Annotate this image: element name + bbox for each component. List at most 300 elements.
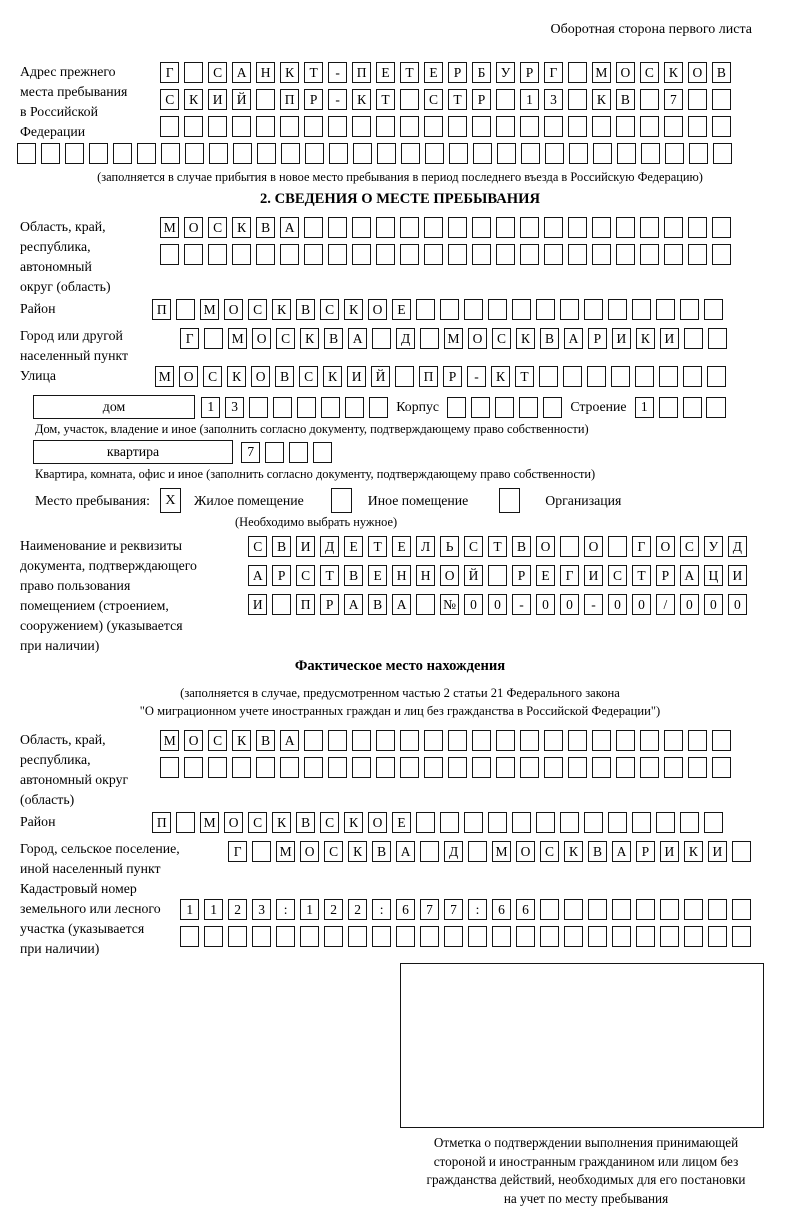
form-cell xyxy=(496,89,515,110)
form-cell: 1 xyxy=(204,899,223,920)
form-cell xyxy=(588,926,607,947)
form-cell xyxy=(540,926,559,947)
kadastr-label xyxy=(20,879,180,959)
form-cell xyxy=(569,143,588,164)
form-cell: О xyxy=(179,366,198,387)
form-cell: 0 xyxy=(536,594,555,615)
form-cell: Й xyxy=(464,565,483,586)
form-cell: С xyxy=(203,366,222,387)
form-cell xyxy=(161,143,180,164)
form-cell: 0 xyxy=(560,594,579,615)
form-cell xyxy=(420,841,439,862)
form-cell xyxy=(276,926,295,947)
form-cell xyxy=(664,730,683,751)
form-cell xyxy=(176,299,195,320)
form-cell xyxy=(208,116,227,137)
form-cell: А xyxy=(232,62,251,83)
prev-address-row-2 xyxy=(160,89,731,110)
form-cell xyxy=(372,926,391,947)
kvartira-box: квартира xyxy=(33,440,233,464)
form-cell xyxy=(113,143,132,164)
form-cell xyxy=(563,366,582,387)
label-line: округ (область) xyxy=(20,277,160,297)
form-cell xyxy=(300,926,319,947)
prev-address-row-4 xyxy=(17,143,780,164)
label-line: Область, край, xyxy=(20,217,160,237)
form-cell xyxy=(184,62,203,83)
form-cell: И xyxy=(248,594,267,615)
form-cell: С xyxy=(208,730,227,751)
form-cell: С xyxy=(320,812,339,833)
form-cell xyxy=(612,899,631,920)
form-cell: О xyxy=(516,841,535,862)
form-cell: 0 xyxy=(704,594,723,615)
form-cell xyxy=(328,217,347,238)
form-cell: С xyxy=(248,536,267,557)
form-cell xyxy=(313,442,332,463)
form-cell: К xyxy=(344,812,363,833)
form-cell: 2 xyxy=(348,899,367,920)
form-cell xyxy=(592,730,611,751)
stamp-caption-line: стороной и иностранным гражданином или лицом без xyxy=(390,1153,782,1172)
form-cell xyxy=(448,730,467,751)
form-cell: О xyxy=(656,536,675,557)
form-cell xyxy=(707,366,726,387)
form-cell xyxy=(584,299,603,320)
form-cell xyxy=(684,328,703,349)
form-cell xyxy=(568,89,587,110)
form-cell: О xyxy=(368,299,387,320)
form-cell xyxy=(520,217,539,238)
form-cell: О xyxy=(224,299,243,320)
form-cell xyxy=(324,926,343,947)
form-cell xyxy=(684,926,703,947)
form-cell: 0 xyxy=(608,594,627,615)
form-cell: 2 xyxy=(324,899,343,920)
form-cell xyxy=(656,299,675,320)
form-cell xyxy=(464,299,483,320)
form-cell: / xyxy=(656,594,675,615)
fact-rayon-row xyxy=(152,812,723,833)
form-cell xyxy=(420,328,439,349)
form-cell: О xyxy=(440,565,459,586)
form-cell: Р xyxy=(512,565,531,586)
form-cell xyxy=(472,217,491,238)
form-cell: Д xyxy=(396,328,415,349)
s2-ulitsa-group xyxy=(20,366,780,393)
form-cell xyxy=(328,244,347,265)
form-cell: Д xyxy=(444,841,463,862)
document-label xyxy=(20,536,248,656)
form-cell: О xyxy=(251,366,270,387)
prev-address-row-3 xyxy=(160,116,731,137)
form-cell: С xyxy=(276,328,295,349)
form-cell xyxy=(713,143,732,164)
form-cell: У xyxy=(496,62,515,83)
form-cell: Н xyxy=(256,62,275,83)
form-cell: Р xyxy=(588,328,607,349)
form-cell xyxy=(472,730,491,751)
form-cell xyxy=(468,841,487,862)
form-cell: М xyxy=(160,217,179,238)
kadastr-row-1 xyxy=(180,899,751,920)
s2-oblast-row-1 xyxy=(160,217,731,238)
form-cell: Т xyxy=(400,62,419,83)
form-cell: К xyxy=(491,366,510,387)
form-cell xyxy=(256,89,275,110)
label-line: автономный xyxy=(20,257,160,277)
kvartira-number-cells xyxy=(241,442,332,463)
form-cell: О xyxy=(584,536,603,557)
form-cell xyxy=(520,244,539,265)
label-line: населенный пункт xyxy=(20,346,180,366)
prev-address-rows xyxy=(160,62,731,143)
form-cell: И xyxy=(584,565,603,586)
form-cell xyxy=(273,397,292,418)
label-line: места пребывания xyxy=(20,82,160,102)
form-cell xyxy=(252,841,271,862)
label-line: Город, сельское поселение, xyxy=(20,839,228,859)
form-cell xyxy=(329,143,348,164)
form-cell: В xyxy=(368,594,387,615)
form-cell xyxy=(396,926,415,947)
form-cell: С xyxy=(208,62,227,83)
form-cell xyxy=(617,143,636,164)
form-cell: 6 xyxy=(492,899,511,920)
form-cell xyxy=(659,366,678,387)
form-cell xyxy=(636,899,655,920)
form-cell xyxy=(488,299,507,320)
form-cell xyxy=(447,397,466,418)
fact-gorod-label xyxy=(20,839,228,879)
form-cell: 7 xyxy=(444,899,463,920)
form-cell xyxy=(635,366,654,387)
label-line: при наличии) xyxy=(20,636,248,656)
stamp-caption xyxy=(390,1134,782,1208)
form-cell xyxy=(400,757,419,778)
form-cell xyxy=(400,217,419,238)
form-cell xyxy=(17,143,36,164)
label-line: республика, xyxy=(20,237,160,257)
prev-address-note: (заполняется в случае прибытия в новое место пребывания в период последнего въезда в Российскую Федерацию) xyxy=(20,170,780,185)
stamp-caption-line: на учет по месту пребывания xyxy=(390,1190,782,1208)
form-cell xyxy=(353,143,372,164)
form-cell xyxy=(688,244,707,265)
form-cell xyxy=(520,757,539,778)
form-cell xyxy=(328,116,347,137)
form-cell: В xyxy=(324,328,343,349)
form-cell xyxy=(395,366,414,387)
form-cell: С xyxy=(248,812,267,833)
form-cell: А xyxy=(564,328,583,349)
form-cell xyxy=(732,899,751,920)
form-cell: А xyxy=(612,841,631,862)
form-cell xyxy=(304,730,323,751)
form-cell xyxy=(688,89,707,110)
form-cell xyxy=(400,730,419,751)
form-cell xyxy=(204,328,223,349)
form-cell: Р xyxy=(304,89,323,110)
form-cell xyxy=(89,143,108,164)
label-line: Федерации xyxy=(20,122,160,142)
s2-gorod-row xyxy=(180,328,727,349)
form-cell: В xyxy=(540,328,559,349)
form-cell: К xyxy=(664,62,683,83)
form-cell xyxy=(564,926,583,947)
prev-address-label xyxy=(20,62,160,142)
form-cell: О xyxy=(368,812,387,833)
form-cell: - xyxy=(328,89,347,110)
form-cell xyxy=(497,143,516,164)
form-cell xyxy=(208,244,227,265)
form-cell xyxy=(608,299,627,320)
form-cell xyxy=(539,366,558,387)
form-cell: 0 xyxy=(488,594,507,615)
form-cell xyxy=(176,812,195,833)
form-cell: Е xyxy=(392,812,411,833)
form-cell xyxy=(232,116,251,137)
form-cell: М xyxy=(492,841,511,862)
form-cell: К xyxy=(272,812,291,833)
form-cell xyxy=(473,143,492,164)
form-cell xyxy=(592,116,611,137)
form-cell xyxy=(684,899,703,920)
label-line: республика, xyxy=(20,750,160,770)
kadastr-group xyxy=(20,879,780,959)
form-cell: Р xyxy=(272,565,291,586)
form-cell xyxy=(616,116,635,137)
dom-box: дом xyxy=(33,395,195,419)
form-cell: Е xyxy=(376,62,395,83)
form-cell xyxy=(352,757,371,778)
form-cell xyxy=(376,217,395,238)
prev-address-group xyxy=(20,62,780,143)
form-cell: 3 xyxy=(225,397,244,418)
form-cell xyxy=(544,757,563,778)
form-cell xyxy=(543,397,562,418)
form-cell: - xyxy=(328,62,347,83)
fact-gorod-row xyxy=(228,841,751,862)
form-cell xyxy=(712,217,731,238)
form-cell xyxy=(420,926,439,947)
form-cell: Т xyxy=(320,565,339,586)
form-cell xyxy=(636,926,655,947)
label-line: помещением (строением, xyxy=(20,596,248,616)
form-cell: С xyxy=(160,89,179,110)
form-cell xyxy=(352,730,371,751)
fact-gorod-group xyxy=(20,839,780,879)
form-cell xyxy=(664,244,683,265)
form-cell: К xyxy=(348,841,367,862)
form-cell: 7 xyxy=(664,89,683,110)
form-cell: А xyxy=(348,328,367,349)
form-cell: Л xyxy=(416,536,435,557)
label-line: Наименование и реквизиты xyxy=(20,536,248,556)
form-cell xyxy=(568,62,587,83)
form-cell xyxy=(137,143,156,164)
form-cell: М xyxy=(155,366,174,387)
form-cell xyxy=(448,757,467,778)
form-cell: С xyxy=(248,299,267,320)
form-cell xyxy=(640,244,659,265)
form-cell: 1 xyxy=(180,899,199,920)
form-cell xyxy=(560,299,579,320)
form-cell xyxy=(568,730,587,751)
form-cell: С xyxy=(320,299,339,320)
form-cell: М xyxy=(276,841,295,862)
label-line: право пользования xyxy=(20,576,248,596)
fact-oblast-label xyxy=(20,730,160,810)
form-cell xyxy=(348,926,367,947)
form-cell: М xyxy=(200,299,219,320)
form-cell xyxy=(688,217,707,238)
form-cell: С xyxy=(680,536,699,557)
form-cell xyxy=(160,116,179,137)
form-cell: Ь xyxy=(440,536,459,557)
form-cell xyxy=(369,397,388,418)
form-cell xyxy=(352,116,371,137)
form-cell: 0 xyxy=(632,594,651,615)
label-line: участка (указывается xyxy=(20,919,180,939)
form-cell xyxy=(352,217,371,238)
form-cell xyxy=(712,730,731,751)
form-cell xyxy=(400,244,419,265)
form-cell xyxy=(400,89,419,110)
form-cell: К xyxy=(272,299,291,320)
checkbox-organizatsiya xyxy=(499,488,520,513)
form-cell: С xyxy=(296,565,315,586)
form-cell: К xyxy=(684,841,703,862)
form-cell: И xyxy=(347,366,366,387)
form-cell xyxy=(519,397,538,418)
form-cell xyxy=(608,812,627,833)
form-cell: Й xyxy=(371,366,390,387)
form-cell xyxy=(641,143,660,164)
form-cell xyxy=(616,730,635,751)
form-cell xyxy=(560,812,579,833)
form-cell xyxy=(204,926,223,947)
form-cell xyxy=(448,217,467,238)
form-cell: 2 xyxy=(228,899,247,920)
form-cell: 3 xyxy=(544,89,563,110)
form-cell: Т xyxy=(376,89,395,110)
form-cell xyxy=(289,442,308,463)
document-rows xyxy=(248,536,747,621)
form-cell xyxy=(184,116,203,137)
form-cell: : xyxy=(276,899,295,920)
form-cell xyxy=(160,757,179,778)
form-cell xyxy=(640,757,659,778)
form-cell: Т xyxy=(488,536,507,557)
form-cell: К xyxy=(300,328,319,349)
form-cell xyxy=(544,730,563,751)
form-cell: П xyxy=(352,62,371,83)
form-cell: В xyxy=(616,89,635,110)
form-cell xyxy=(496,217,515,238)
form-cell: М xyxy=(444,328,463,349)
form-cell xyxy=(345,397,364,418)
label-line: Адрес прежнего xyxy=(20,62,160,82)
form-cell xyxy=(252,926,271,947)
form-cell: К xyxy=(344,299,363,320)
form-cell: Р xyxy=(636,841,655,862)
label-line: (область) xyxy=(20,790,160,810)
form-cell xyxy=(425,143,444,164)
form-cell: П xyxy=(152,812,171,833)
fact-rayon-group xyxy=(20,812,780,839)
form-cell xyxy=(592,217,611,238)
form-cell xyxy=(281,143,300,164)
form-cell xyxy=(265,442,284,463)
form-cell xyxy=(712,116,731,137)
form-cell: М xyxy=(160,730,179,751)
form-cell xyxy=(352,244,371,265)
form-cell: : xyxy=(468,899,487,920)
form-cell: 6 xyxy=(396,899,415,920)
form-cell xyxy=(732,841,751,862)
form-cell xyxy=(472,116,491,137)
form-cell xyxy=(664,217,683,238)
form-cell: К xyxy=(280,62,299,83)
form-cell xyxy=(712,244,731,265)
form-cell: С xyxy=(492,328,511,349)
form-cell: П xyxy=(296,594,315,615)
mesto-label: Место пребывания: xyxy=(35,493,150,509)
korpus-cells xyxy=(447,397,562,418)
mesto-prebyvaniya-row xyxy=(35,488,780,513)
form-cell xyxy=(208,757,227,778)
form-cell: 1 xyxy=(635,397,654,418)
form-cell xyxy=(468,926,487,947)
form-cell xyxy=(372,328,391,349)
form-cell: Й xyxy=(232,89,251,110)
form-cell xyxy=(564,899,583,920)
form-cell xyxy=(516,926,535,947)
form-cell xyxy=(568,116,587,137)
form-cell xyxy=(640,89,659,110)
option-organizatsiya-label: Организация xyxy=(545,493,621,509)
stroenie-label: Строение xyxy=(570,399,626,415)
form-cell xyxy=(280,757,299,778)
form-cell: О xyxy=(300,841,319,862)
mesto-note: (Необходимо выбрать нужное) xyxy=(235,515,780,530)
form-cell: Е xyxy=(392,299,411,320)
document-row-2 xyxy=(248,565,747,586)
form-cell xyxy=(665,143,684,164)
form-cell: П xyxy=(152,299,171,320)
form-cell: - xyxy=(467,366,486,387)
form-cell: И xyxy=(208,89,227,110)
form-cell: Т xyxy=(448,89,467,110)
form-cell xyxy=(496,116,515,137)
form-cell: В xyxy=(296,812,315,833)
form-cell xyxy=(376,244,395,265)
form-cell: М xyxy=(228,328,247,349)
form-cell xyxy=(257,143,276,164)
form-cell xyxy=(683,397,702,418)
form-cell xyxy=(640,217,659,238)
form-cell: К xyxy=(592,89,611,110)
form-cell: 6 xyxy=(516,899,535,920)
form-cell xyxy=(568,217,587,238)
form-cell xyxy=(708,926,727,947)
form-cell xyxy=(708,328,727,349)
form-cell: В xyxy=(712,62,731,83)
form-cell xyxy=(689,143,708,164)
form-cell xyxy=(568,757,587,778)
form-cell: Д xyxy=(320,536,339,557)
form-cell xyxy=(424,217,443,238)
